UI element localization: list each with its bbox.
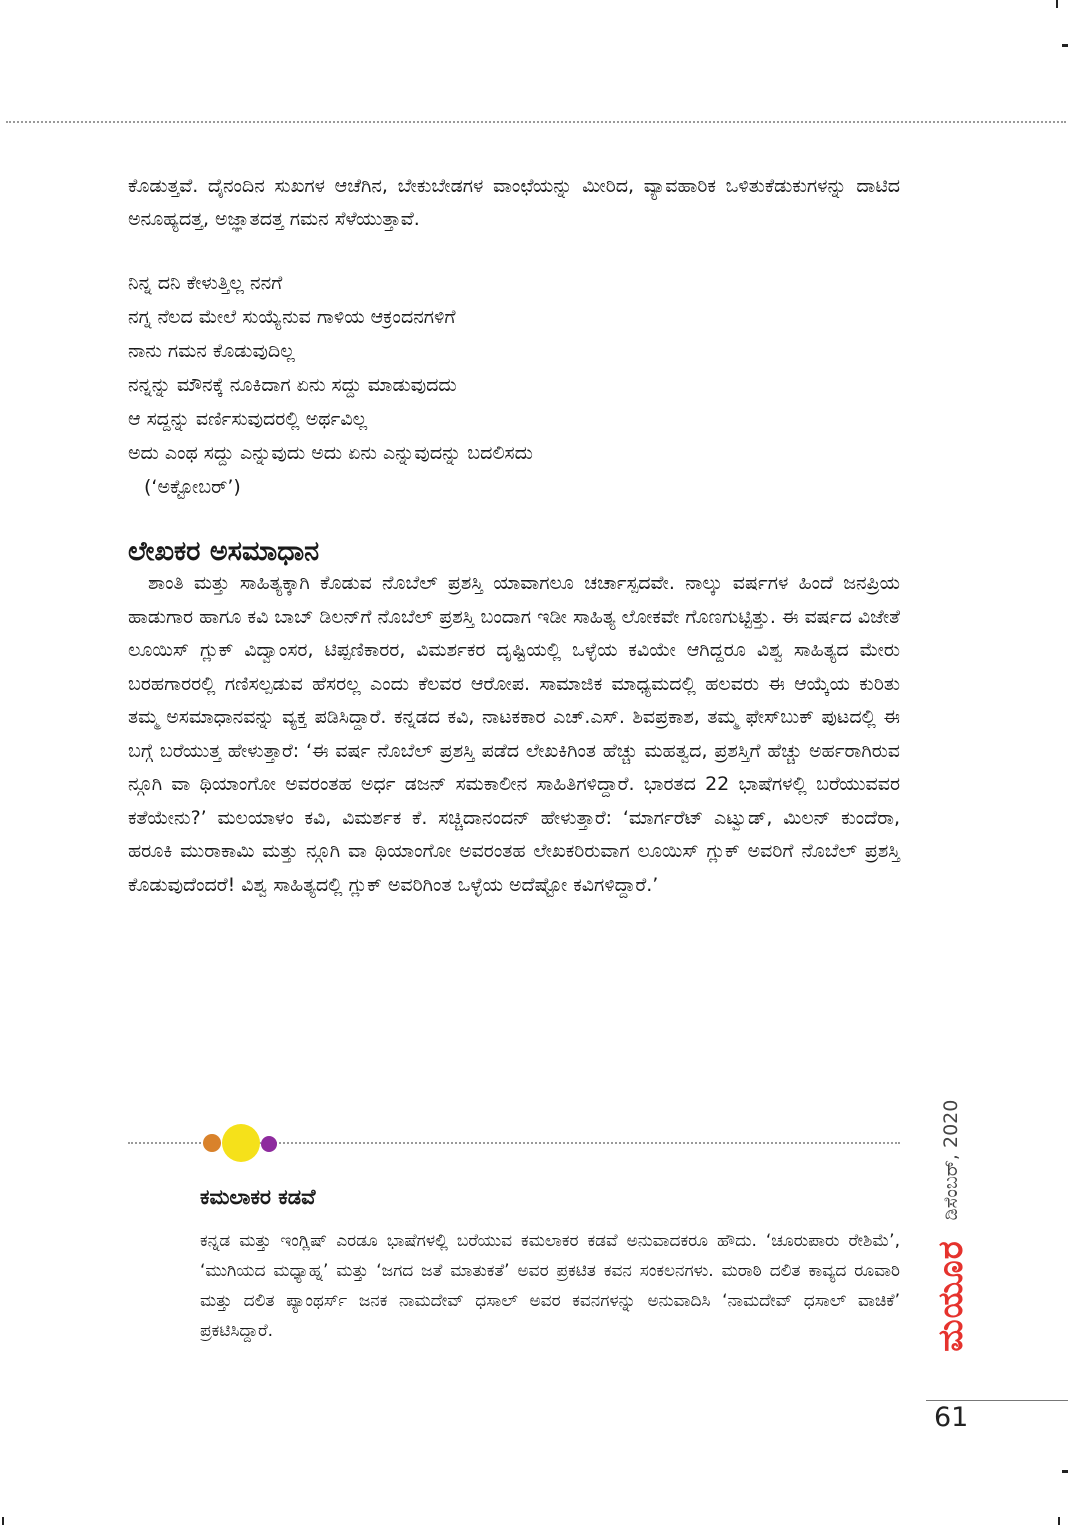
poem-line: ನಾನು ಗಮನ ಕೊಡುವುದಿಲ್ಲ: [128, 340, 295, 362]
intro-paragraph: ಕೊಡುತ್ತವೆ. ದೈನಂದಿನ ಸುಖಗಳ ಆಚೆಗಿನ, ಬೇಕುಬೇಡಗಳ ವಾಂಛೆಯನ್ನು ಮೀರಿದ, ವ್ಯಾವಹಾರಿಕ ಒಳಿತುಕೆಡುಕುಗಳನ್ನು ದಾಟಿದ ಅನೂಹ್ಯದತ್ತ, ಅಜ್ಞಾತದತ್ತ ಗಮನ ಸೆಳೆಯುತ್ತಾವೆ.: [128, 175, 900, 230]
poem-line: ನಗ್ನ ನೆಲದ ಮೇಲೆ ಸುಯ್ಯೆನುವ ಗಾಳಿಯ ಆಕ್ರಂದನಗಳಿಗೆ: [128, 306, 456, 328]
issue-date: ಡಿಸೆಂಬರ್, 2020: [940, 1099, 962, 1221]
yellow-dot-ornament: [222, 1124, 260, 1162]
orange-dot-ornament: [203, 1134, 221, 1152]
poem-source: (‘ಅಕ್ಟೋಬರ್’): [144, 476, 241, 498]
poem-line: ಅದು ಎಂಥ ಸದ್ದು ಎನ್ನುವುದು ಅದು ಏನು ಎನ್ನುವುದನ್ನು ಬದಲಿಸದು: [128, 442, 533, 464]
author-name: ಕಮಲಾಕರ ಕಡವೆ: [200, 1185, 316, 1209]
purple-dot-ornament: [261, 1136, 277, 1152]
section-heading: ಲೇಖಕರ ಅಸಮಾಧಾನ: [128, 536, 320, 567]
page-number: 61: [934, 1402, 969, 1433]
crop-mark: [1058, 1517, 1060, 1525]
crop-mark: [1056, 0, 1058, 8]
poem-line: ಆ ಸದ್ದನ್ನು ವರ್ಣಿಸುವುದರಲ್ಲಿ ಅರ್ಥವಿಲ್ಲ: [128, 408, 368, 430]
crop-mark: [1062, 44, 1068, 47]
poem-line: ನಿನ್ನ ದನಿ ಕೇಳುತ್ತಿಲ್ಲ ನನಗೆ: [128, 272, 283, 294]
crop-mark: [2, 1517, 4, 1525]
crop-mark: [1062, 1470, 1068, 1473]
top-dotted-rule: [6, 121, 1066, 123]
poem-block: [128, 266, 900, 504]
author-bio: ಕನ್ನಡ ಮತ್ತು ಇಂಗ್ಲಿಷ್ ಎರಡೂ ಭಾಷೆಗಳಲ್ಲಿ ಬರೆಯುವ ಕಮಲಾಕರ ಕಡವೆ ಅನುವಾದಕರೂ ಹೌದು. ‘ಚೂರುಪಾರು ರೇಶಿಮೆ’, ‘ಮುಗಿಯದ ಮಧ್ಯಾಹ್ನ’ ಮತ್ತು ‘ಜಗದ ಜತೆ ಮಾತುಕತೆ’ ಅವರ ಪ್ರಕಟಿತ ಕವನ ಸಂಕಲನಗಳು. ಮರಾಠಿ ದಲಿತ ಕಾವ್ಯದ ರೂವಾರಿ ಮತ್ತು ದಲಿತ ಪ್ಯಾಂಥರ್ಸ್ ಜನಕ ನಾಮದೇವ್ ಧಸಾಲ್ ಅವರ ಕವನಗಳನ್ನು ಅನುವಾದಿಸಿ ‘ನಾಮದೇವ್ ಧಸಾಲ್ ವಾಚಿಕೆ’ ಪ್ರಕಟಿಸಿದ್ದಾರೆ.: [200, 1231, 900, 1341]
poem-line: ನನ್ನನ್ನು ಮೌನಕ್ಕೆ ನೂಕಿದಾಗ ಏನು ಸದ್ದು ಮಾಡುವುದದು: [128, 374, 457, 396]
section-body: ಶಾಂತಿ ಮತ್ತು ಸಾಹಿತ್ಯಕ್ಕಾಗಿ ಕೊಡುವ ನೊಬೆಲ್ ಪ್ರಶಸ್ತಿ ಯಾವಾಗಲೂ ಚರ್ಚಾಸ್ಪದವೇ. ನಾಲ್ಕು ವರ್ಷಗಳ ಹಿಂದೆ ಜನಪ್ರಿಯ ಹಾಡುಗಾರ ಹಾಗೂ ಕವಿ ಬಾಬ್ ಡಿಲನ್‌ಗೆ ನೊಬೆಲ್ ಪ್ರಶಸ್ತಿ ಬಂದಾಗ ಇಡೀ ಸಾಹಿತ್ಯ ಲೋಕವೇ ಗೊಣಗುಟ್ಟಿತ್ತು. ಈ ವರ್ಷದ ವಿಜೇತೆ ಲೂಯಿಸ್ ಗ್ಲುಕ್ ವಿದ್ವಾಂಸರ, ಟಿಪ್ಪಣಿಕಾರರ, ವಿಮರ್ಶಕರ ದೃಷ್ಟಿಯಲ್ಲಿ ಒಳ್ಳೆಯ ಕವಿಯೇ ಆಗಿದ್ದರೂ ವಿಶ್ವ ಸಾಹಿತ್ಯದ ಮೇರು ಬರಹಗಾರರಲ್ಲಿ ಗಣಿಸಲ್ಪಡುವ ಹೆಸರಲ್ಲ ಎಂದು ಕೆಲವರ ಆರೋಪ. ಸಾಮಾಜಿಕ ಮಾಧ್ಯಮದಲ್ಲಿ ಹಲವರು ಈ ಆಯ್ಕೆಯ ಕುರಿತು ತಮ್ಮ ಅಸಮಾಧಾನವನ್ನು ವ್ಯಕ್ತ ಪಡಿಸಿದ್ದಾರೆ. ಕನ್ನಡದ ಕವಿ, ನಾಟಕಕಾರ ಎಚ್.ಎಸ್. ಶಿವಪ್ರಕಾಶ, ತಮ್ಮ ಫೇಸ್‌ಬುಕ್ ಪುಟದಲ್ಲಿ ಈ ಬಗ್ಗೆ ಬರೆಯುತ್ತ ಹೇಳುತ್ತಾರೆ: ‘ಈ ವರ್ಷ ನೊಬೆಲ್ ಪ್ರಶಸ್ತಿ ಪಡೆದ ಲೇಖಕಿಗಿಂತ ಹೆಚ್ಚು ಮಹತ್ವದ, ಪ್ರಶಸ್ತಿಗೆ ಹೆಚ್ಚು ಅರ್ಹರಾಗಿರುವ ನ್ಗೂಗಿ ವಾ ಥಿಯಾಂಗೋ ಅವರಂತಹ ಅರ್ಧ ಡಜನ್ ಸಮಕಾಲೀನ ಸಾಹಿತಿಗಳಿದ್ದಾರೆ. ಭಾರತದ 22 ಭಾಷೆಗಳಲ್ಲಿ ಬರೆಯುವವರ ಕತೆಯೇನು?’ ಮಲಯಾಳಂ ಕವಿ, ವಿಮರ್ಶಕ ಕೆ. ಸಚ್ಚಿದಾನಂದನ್ ಹೇಳುತ್ತಾರೆ: ‘ಮಾರ್ಗರೆಟ್ ಎಟ್ವುಡ್, ಮಿಲನ್ ಕುಂದೆರಾ, ಹರೂಕಿ ಮುರಾಕಾಮಿ ಮತ್ತು ನ್ಗೂಗಿ ವಾ ಥಿಯಾಂಗೋ ಅವರಂತಹ ಲೇಖಕರಿರುವಾಗ ಲೂಯಿಸ್ ಗ್ಲುಕ್ ಅವರಿಗೆ ನೊಬೆಲ್ ಪ್ರಶಸ್ತಿ ಕೊಡುವುದೆಂದರೆ! ವಿಶ್ವ ಸಾಹಿತ್ಯದಲ್ಲಿ ಗ್ಲುಕ್ ಅವರಿಗಿಂತ ಒಳ್ಳೆಯ ಅದೆಷ್ಟೋ ಕವಿಗಳಿದ್ದಾರೆ.’: [128, 572, 900, 896]
page-number-rule: [926, 1400, 1068, 1401]
magazine-logo: ಮಯೂರ: [931, 1240, 971, 1352]
